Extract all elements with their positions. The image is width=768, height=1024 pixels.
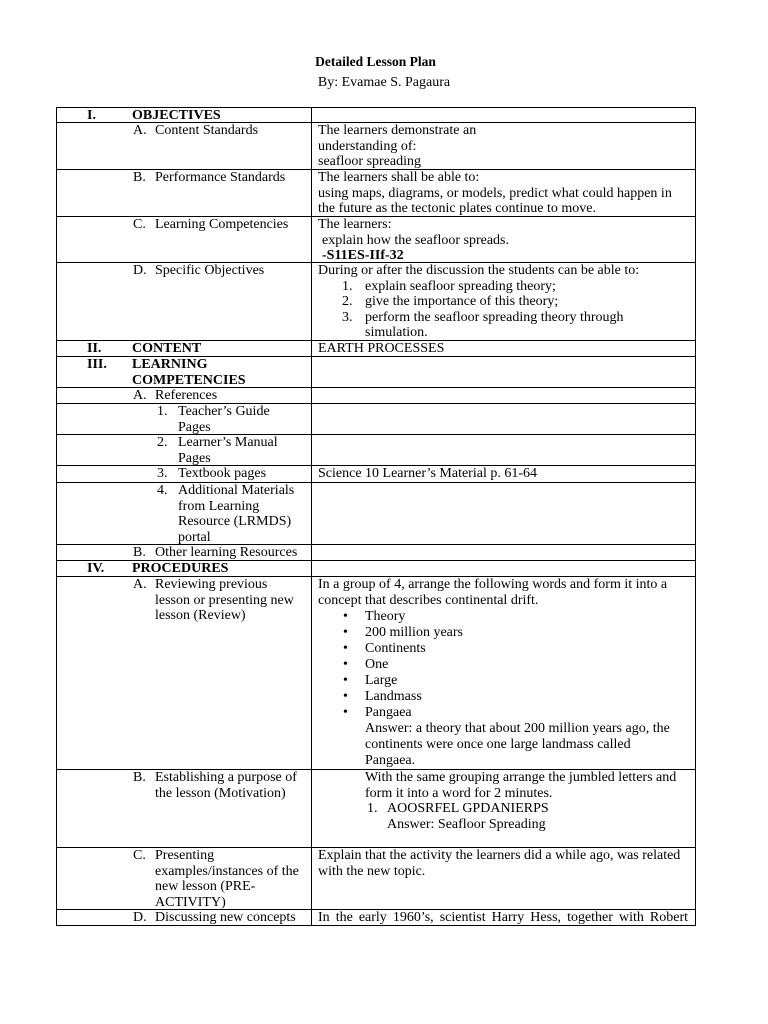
section-title-line: PROCEDURES xyxy=(132,561,229,576)
item-letter: D. xyxy=(133,263,147,278)
lesson-plan-table xyxy=(56,107,696,926)
item-label-line: Teacher’s Guide xyxy=(178,404,270,419)
objective-number: 2. xyxy=(342,294,353,309)
item-label-line: Learning Competencies xyxy=(155,217,289,232)
item-label-line: Reviewing previous xyxy=(155,577,268,592)
item-label-line: lesson (Review) xyxy=(155,608,246,623)
item-number: 4. xyxy=(157,483,168,498)
row-textbook-pages xyxy=(57,465,695,482)
item-label-line: Textbook pages xyxy=(178,466,267,481)
item-label-line: Presenting xyxy=(155,848,215,863)
item-label xyxy=(155,123,258,139)
row-label-cell xyxy=(57,170,312,216)
row-content-cell xyxy=(312,170,695,216)
bullet-item: • Landmass xyxy=(318,689,695,705)
answer-line: continents were once one large landmass called xyxy=(365,737,631,752)
row-references xyxy=(57,387,695,403)
row-label-cell xyxy=(57,404,312,434)
jumbled-number: 1. xyxy=(367,801,378,816)
row-objectives xyxy=(57,108,695,122)
objective-item xyxy=(318,310,695,326)
content-line: explain how the seafloor spreads. xyxy=(322,232,509,248)
row-content-cell xyxy=(312,577,695,769)
item-label-line: from Learning xyxy=(178,498,260,514)
item-label xyxy=(155,848,299,910)
section-title xyxy=(132,357,246,388)
objective-number: 1. xyxy=(342,278,353,294)
row-label-cell xyxy=(57,466,312,482)
row-learners-manual xyxy=(57,434,695,465)
item-label-line: Content Standards xyxy=(155,123,259,138)
row-label-cell xyxy=(57,341,312,356)
document-title: Detailed Lesson Plan xyxy=(315,54,436,69)
row-label-cell xyxy=(57,263,312,340)
item-label-line: Performance Standards xyxy=(155,170,286,185)
content-line: concept that describes continental drift. xyxy=(318,593,539,608)
item-label xyxy=(155,577,294,624)
row-content-cell xyxy=(312,466,695,482)
row-label-cell xyxy=(57,577,312,769)
row-content-cell xyxy=(312,123,695,169)
row-label-cell xyxy=(57,357,312,387)
item-label xyxy=(155,910,296,926)
content-line: Explain that the activity the learners did a while ago, was related xyxy=(318,848,681,863)
item-letter: C. xyxy=(133,217,146,232)
item-number: 3. xyxy=(157,466,168,481)
row-content-cell xyxy=(312,341,695,356)
objective-number: 3. xyxy=(342,309,353,325)
objective-text: explain seafloor spreading theory; xyxy=(365,278,556,294)
row-review xyxy=(57,576,695,769)
item-label-line: Discussing new concepts xyxy=(155,910,296,925)
content-line: The learners demonstrate an xyxy=(318,123,477,138)
row-content-cell xyxy=(312,545,695,560)
item-label-line: examples/instances of the xyxy=(155,863,299,879)
section-number: II. xyxy=(87,341,102,356)
row-discussing-new-concepts xyxy=(57,909,695,925)
content-line: the future as the tectonic plates continue to move. xyxy=(318,201,596,216)
item-letter: C. xyxy=(133,848,146,863)
row-content-cell xyxy=(312,561,695,576)
item-letter: B. xyxy=(133,770,146,785)
content-line: In the early 1960’s, scientist Harry Hess, together with Robert xyxy=(318,910,688,925)
row-content-cell xyxy=(312,483,695,544)
bullet-item: • Large xyxy=(318,673,695,689)
section-title xyxy=(132,108,221,124)
row-content-cell xyxy=(312,217,695,262)
objective-text: give the importance of this theory; xyxy=(365,294,559,309)
section-title xyxy=(132,561,228,577)
item-number: 1. xyxy=(157,404,168,419)
item-label xyxy=(155,263,264,279)
item-label xyxy=(155,545,297,561)
row-content-cell xyxy=(312,910,695,925)
section-title-line: OBJECTIVES xyxy=(132,108,221,123)
competency-code: -S11ES-IIf-32 xyxy=(322,248,404,263)
item-label xyxy=(155,770,297,801)
row-content-cell xyxy=(312,263,695,340)
jumbled-item xyxy=(318,801,695,817)
section-title-line: LEARNING xyxy=(132,357,208,372)
objective-item xyxy=(318,279,695,295)
bullet-item: • Continents xyxy=(318,641,695,657)
row-learning-competencies xyxy=(57,216,695,262)
bullet-item: • Pangaea xyxy=(318,705,695,721)
item-letter: A. xyxy=(133,388,147,403)
row-other-resources xyxy=(57,544,695,560)
row-procedures xyxy=(57,560,695,576)
row-content-cell xyxy=(312,435,695,465)
row-label-cell xyxy=(57,545,312,560)
row-motivation xyxy=(57,769,695,847)
objective-item xyxy=(318,294,695,310)
section-number: IV. xyxy=(87,561,105,576)
item-label-line: the lesson (Motivation) xyxy=(155,785,286,801)
row-content-cell xyxy=(312,357,695,387)
row-learning-resources-section xyxy=(57,356,695,387)
content-line: The learners shall be able to: xyxy=(318,170,480,185)
row-additional-materials xyxy=(57,482,695,544)
item-label-line: ACTIVITY) xyxy=(155,894,226,910)
row-label-cell xyxy=(57,108,312,122)
content-line: seafloor spreading xyxy=(318,154,422,169)
section-number: I. xyxy=(87,108,96,123)
content-line: EARTH PROCESSES xyxy=(318,341,445,356)
item-letter: B. xyxy=(133,170,146,185)
bullet-item: • Theory xyxy=(318,609,695,625)
item-label xyxy=(155,388,217,404)
item-label xyxy=(178,435,278,466)
content-line: using maps, diagrams, or models, predict what could happen in xyxy=(318,185,672,201)
content-line: With the same grouping arrange the jumbled letters and xyxy=(365,770,677,785)
item-letter: A. xyxy=(133,577,147,592)
row-content-cell xyxy=(312,848,695,909)
row-content-standards xyxy=(57,122,695,169)
jumbled-letters: AOOSRFEL GPDANIERPS xyxy=(387,801,549,816)
item-letter: D. xyxy=(133,910,147,925)
row-label-cell xyxy=(57,770,312,847)
item-label-line: Resource (LRMDS) xyxy=(178,514,292,529)
item-label-line: new lesson (PRE- xyxy=(155,879,256,894)
content-line: During or after the discussion the students can be able to: xyxy=(318,263,640,278)
row-label-cell xyxy=(57,848,312,909)
content-line: The learners: xyxy=(318,217,392,232)
objective-text-continued: simulation. xyxy=(365,325,428,340)
item-label-line: Specific Objectives xyxy=(155,263,265,278)
item-letter: B. xyxy=(133,545,146,560)
row-content xyxy=(57,340,695,356)
item-number: 2. xyxy=(157,435,168,450)
section-number: III. xyxy=(87,357,107,372)
item-label-line: Other learning Resources xyxy=(155,545,298,560)
row-pre-activity xyxy=(57,847,695,909)
section-title-line: CONTENT xyxy=(132,341,202,356)
item-label xyxy=(178,483,294,545)
row-performance-standards xyxy=(57,169,695,216)
content-line: form it into a word for 2 minutes. xyxy=(365,785,553,801)
item-label xyxy=(178,404,270,435)
content-line: Science 10 Learner’s Material p. 61-64 xyxy=(318,466,537,481)
row-teachers-guide xyxy=(57,403,695,434)
objective-text: perform the seafloor spreading theory through xyxy=(365,309,624,325)
content-line: In a group of 4, arrange the following words and form it into a xyxy=(318,577,668,592)
content-line: understanding of: xyxy=(318,138,417,154)
item-label-line: Pages xyxy=(178,450,211,466)
item-label-line: Establishing a purpose of xyxy=(155,770,297,785)
section-title-line: COMPETENCIES xyxy=(132,372,246,388)
bullet-item: • One xyxy=(318,657,695,673)
item-label-line: Learner’s Manual xyxy=(178,435,278,450)
answer-line: Pangaea. xyxy=(365,753,416,768)
answer-line: Answer: a theory that about 200 million years ago, the xyxy=(365,721,670,736)
item-label xyxy=(155,217,288,233)
row-label-cell xyxy=(57,217,312,262)
row-label-cell xyxy=(57,483,312,544)
content-line: with the new topic. xyxy=(318,863,426,879)
item-label xyxy=(178,466,266,482)
item-label-line: Pages xyxy=(178,419,211,435)
row-label-cell xyxy=(57,435,312,465)
row-label-cell xyxy=(57,388,312,403)
row-content-cell xyxy=(312,770,695,847)
row-label-cell xyxy=(57,123,312,169)
item-label xyxy=(155,170,285,186)
bullet-item: • 200 million years xyxy=(318,625,695,641)
document-author: By: Evamae S. Pagaura xyxy=(317,75,451,90)
item-label-line: lesson or presenting new xyxy=(155,592,294,608)
row-specific-objectives xyxy=(57,262,695,340)
row-content-cell xyxy=(312,404,695,434)
item-label-line: References xyxy=(155,388,218,403)
item-letter: A. xyxy=(133,123,147,138)
item-label-line: portal xyxy=(178,529,211,545)
row-content-cell xyxy=(312,108,695,122)
item-label-line: Additional Materials xyxy=(178,483,295,498)
section-title xyxy=(132,341,201,357)
row-label-cell xyxy=(57,910,312,925)
row-label-cell xyxy=(57,561,312,576)
row-content-cell xyxy=(312,388,695,403)
answer-line: Answer: Seafloor Spreading xyxy=(387,816,546,832)
